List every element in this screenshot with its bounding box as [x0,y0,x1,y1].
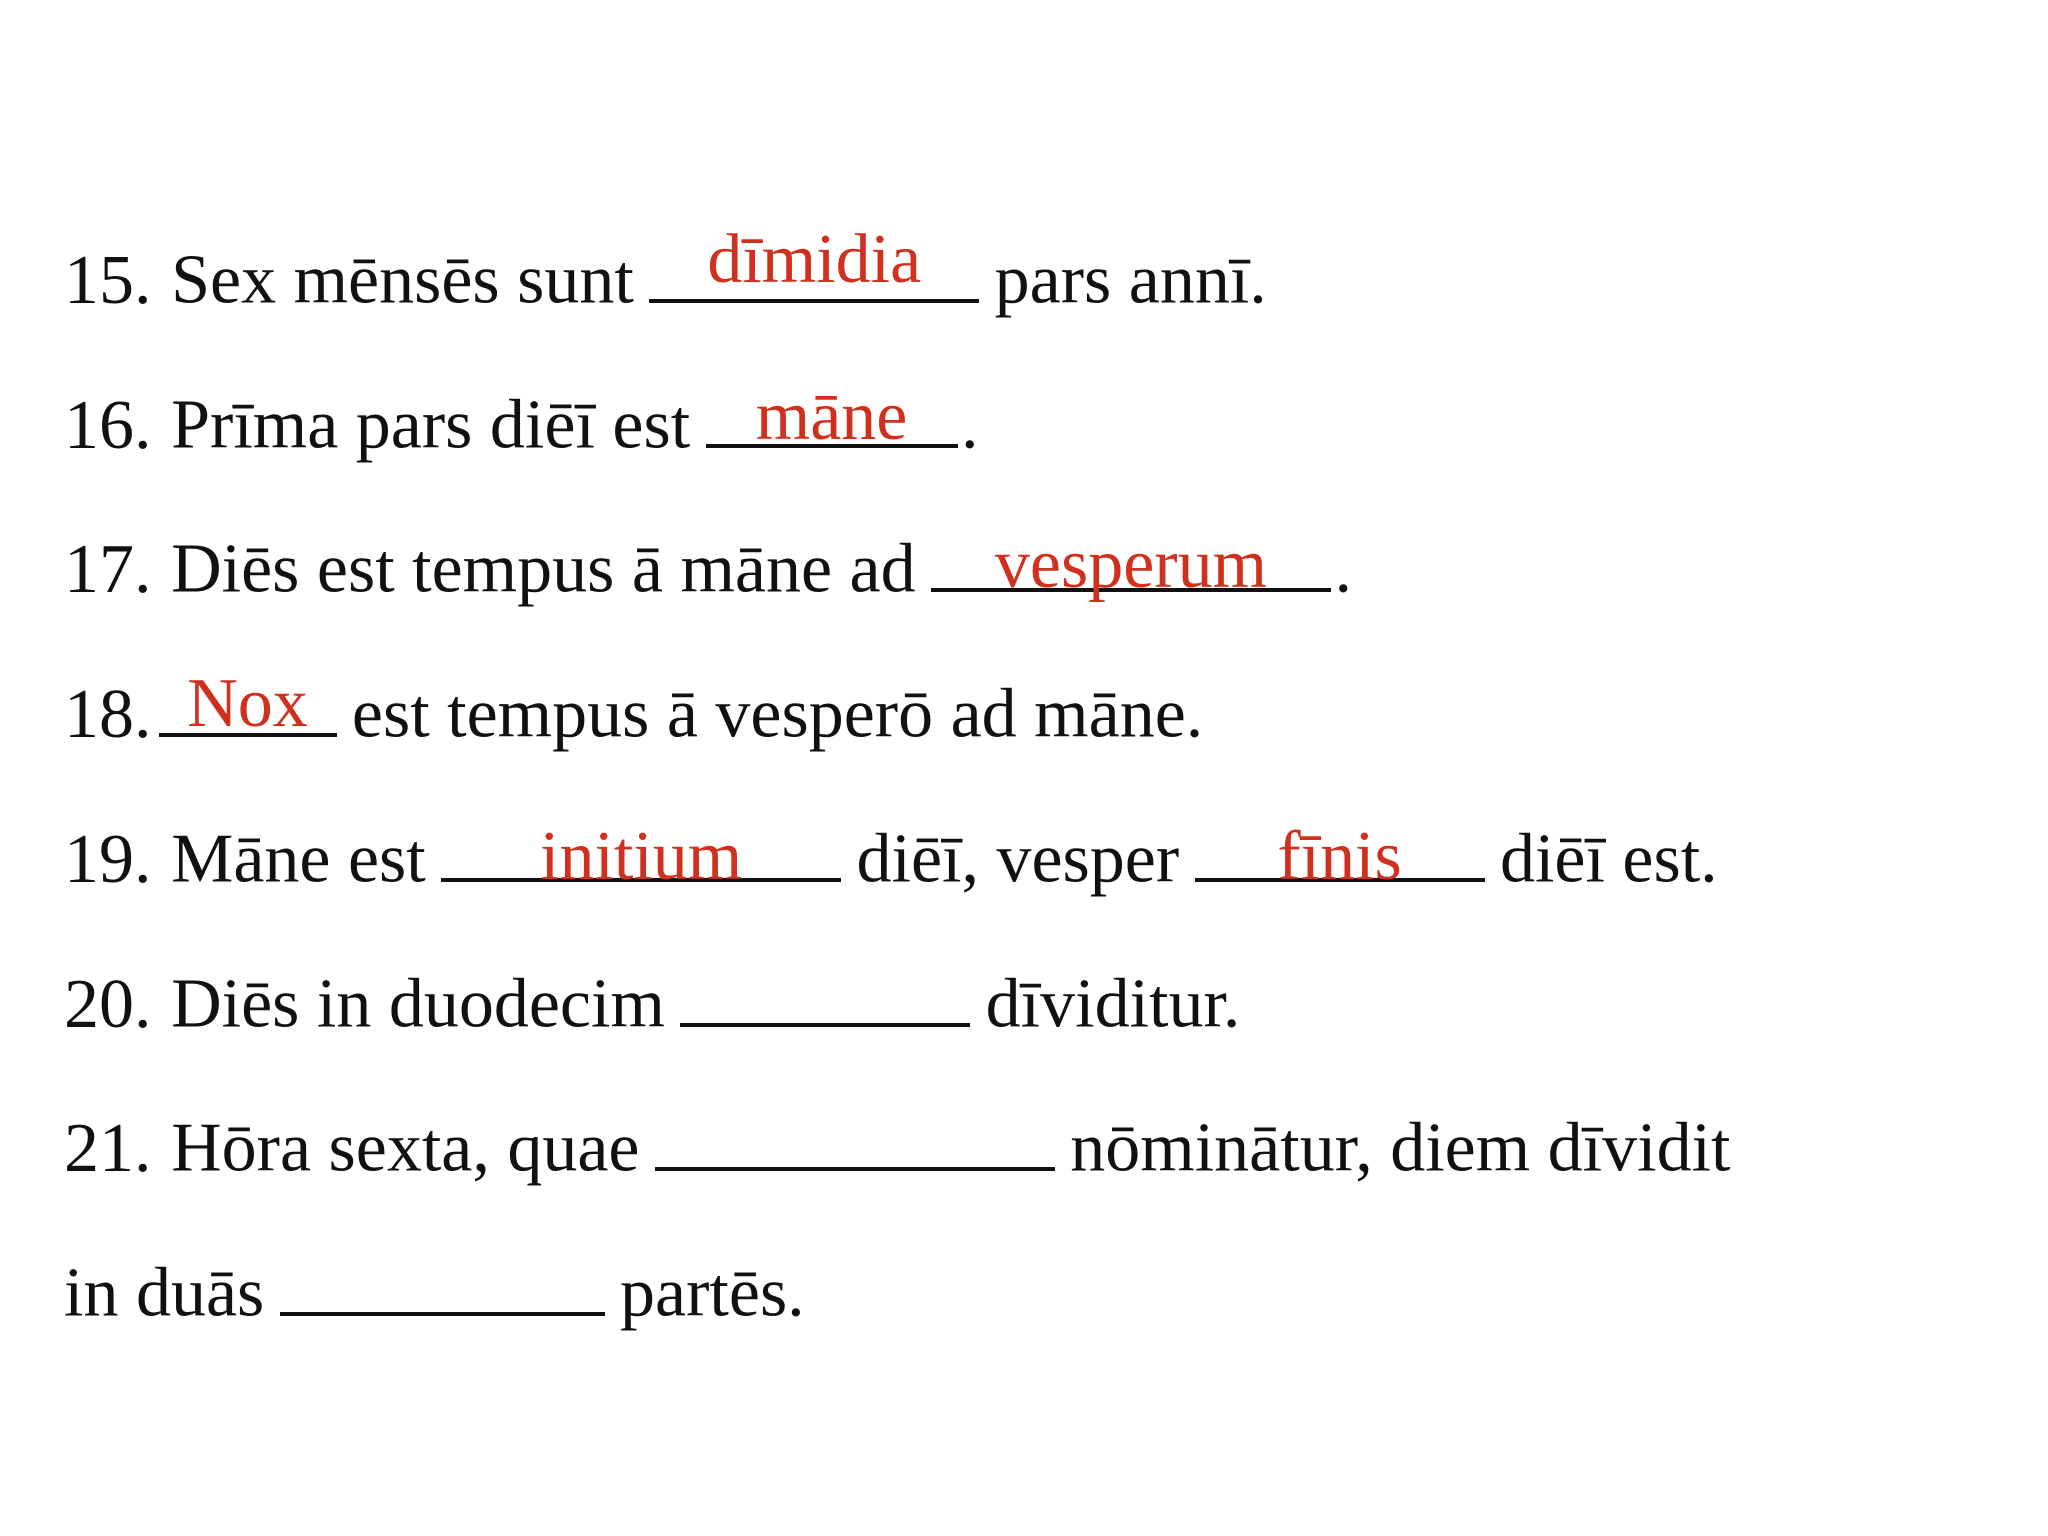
question-text: Hōra sexta, quae [171,1109,640,1187]
answer-blank[interactable] [280,1249,605,1316]
filled-answer: vesperum [994,525,1268,603]
answer-blank[interactable] [680,960,970,1027]
question-text: nōminātur, diem dīvidit [1070,1109,1731,1187]
filled-answer: dīmidia [707,220,922,298]
answer-blank[interactable] [931,525,1331,603]
answer-blank[interactable] [1195,815,1485,895]
question-text: Māne est [171,820,426,898]
answer-blank[interactable] [655,1104,1055,1171]
question-text: diēī, vesper [856,820,1180,898]
question-16 [64,377,979,464]
question-text: partēs. [620,1254,805,1332]
question-text: in duās [64,1254,265,1332]
question-number: 17. [64,530,152,608]
question-number: 21. [64,1109,152,1187]
filled-answer: māne [755,377,908,455]
question-text: pars annī. [994,241,1267,319]
question-text: diēī est. [1499,820,1718,898]
question-21-continued [64,1249,805,1332]
question-number: 15. [64,241,152,319]
question-18 [64,664,1204,753]
question-text: est tempus ā vesperō ad māne. [351,675,1204,753]
question-20 [64,960,1241,1043]
answer-blank[interactable] [706,377,958,455]
question-number: 18. [64,675,152,753]
question-text: Sex mēnsēs sunt [171,241,634,319]
answer-blank[interactable] [159,664,337,742]
question-text: Diēs in duodecim [171,965,665,1043]
filled-answer: Nox [187,664,308,742]
answer-blank[interactable] [441,815,841,895]
filled-answer: fīnis [1277,817,1402,895]
question-21 [64,1104,1731,1187]
question-17 [64,525,1352,608]
question-text: Diēs est tempus ā māne ad [171,530,916,608]
filled-answer: initium [540,817,743,895]
question-text: . [1334,530,1352,608]
question-text: . [961,386,979,464]
question-number: 19. [64,820,152,898]
question-text: Prīma pars diēī est [171,386,691,464]
question-15 [64,220,1267,319]
answer-blank[interactable] [649,220,979,303]
question-text: dīviditur. [985,965,1241,1043]
question-number: 16. [64,386,152,464]
question-19 [64,815,1718,898]
question-number: 20. [64,965,152,1043]
